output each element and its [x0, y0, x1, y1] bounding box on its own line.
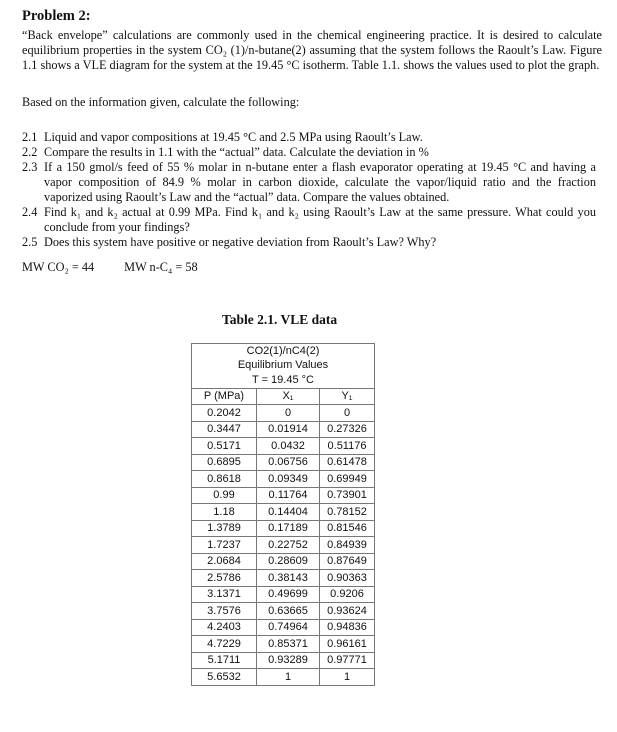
table-header-temperature: T = 19.45 °C: [192, 372, 375, 388]
question-item: [22, 160, 602, 205]
pressure-cell: 0.8618: [192, 471, 257, 488]
table-header-equilibrium: Equilibrium Values: [192, 358, 375, 372]
pressure-cell: 0.99: [192, 487, 257, 504]
pressure-cell: 0.2042: [192, 405, 257, 422]
molecular-weights: [22, 260, 602, 275]
question-number: 2.4: [22, 205, 38, 219]
y1-cell: 0.61478: [320, 454, 375, 471]
question-number: 2.2: [22, 145, 38, 159]
vle-table: [191, 343, 375, 686]
question-number: 2.1: [22, 130, 38, 144]
question-item: [22, 205, 602, 235]
y1-cell: 0.51176: [320, 438, 375, 455]
pressure-cell: 4.7229: [192, 636, 257, 653]
mw-co2: MW CO₂ = 44: [22, 260, 95, 274]
x1-cell: 0.93289: [257, 652, 320, 669]
question-list: [22, 130, 602, 250]
y1-cell: 0.9206: [320, 586, 375, 603]
table-row: [192, 619, 375, 636]
y1-cell: 0.69949: [320, 471, 375, 488]
y1-cell: 0.97771: [320, 652, 375, 669]
x1-cell: 0.63665: [257, 603, 320, 620]
table-row: [192, 454, 375, 471]
question-text: Liquid and vapor compositions at 19.45 °C and 2.5 MPa using Raoult’s Law.: [44, 130, 423, 144]
pressure-cell: 3.1371: [192, 586, 257, 603]
pressure-cell: 0.3447: [192, 421, 257, 438]
x1-cell: 0.14404: [257, 504, 320, 521]
y1-cell: 0: [320, 405, 375, 422]
x1-cell: 0.38143: [257, 570, 320, 587]
column-header-x1: X₁: [257, 388, 320, 405]
based-on-text: Based on the information given, calculate the following:: [22, 95, 300, 109]
table-row: [192, 636, 375, 653]
problem-intro: “Back envelope” calculations are commonly used in the chemical engineering practice. It is desired to calculate equilibrium properties in the system CO₂ (1)/n-butane(2) assuming that the system follows the Raoult’s Law. Figure 1.1 shows a VLE diagram for the system at the 19.45 °C isotherm. Table 1.1. shows the values used to plot the graph.: [22, 28, 602, 72]
question-text: Find k₁ and k₂ actual at 0.99 MPa. Find k₁ and k₂ using Raoult’s Law at the same pressure. What could you conclude from your findings?: [44, 205, 596, 234]
x1-cell: 0.01914: [257, 421, 320, 438]
problem-section: [22, 8, 602, 275]
question-text: Does this system have positive or negative deviation from Raoult’s Law? Why?: [44, 235, 437, 249]
x1-cell: 0.85371: [257, 636, 320, 653]
x1-cell: 1: [257, 669, 320, 686]
y1-cell: 0.81546: [320, 520, 375, 537]
pressure-cell: 0.5171: [192, 438, 257, 455]
question-number: 2.5: [22, 235, 38, 249]
x1-cell: 0.22752: [257, 537, 320, 554]
x1-cell: 0: [257, 405, 320, 422]
y1-cell: 0.27326: [320, 421, 375, 438]
table-row: [192, 520, 375, 537]
pressure-cell: 1.3789: [192, 520, 257, 537]
question-item: [22, 145, 602, 160]
table-row: [192, 504, 375, 521]
y1-cell: 0.93624: [320, 603, 375, 620]
pressure-cell: 2.5786: [192, 570, 257, 587]
table-row: [192, 669, 375, 686]
column-header-pressure: P (MPa): [192, 388, 257, 405]
table-row: [192, 586, 375, 603]
table-header-system: CO2(1)/nC4(2): [192, 344, 375, 359]
question-text: If a 150 gmol/s feed of 55 % molar in n-butane enter a flash evaporator operating at 19.45 °C and having a vapor composition of 84.9 % molar in carbon dioxide, calculate the vapor/liquid ratio and the fraction vaporized using Raoult’s Law and the “actual” data. Compare the values obtained.: [44, 160, 596, 204]
x1-cell: 0.09349: [257, 471, 320, 488]
table-caption: Table 2.1. VLE data: [222, 312, 338, 327]
x1-cell: 0.17189: [257, 520, 320, 537]
column-header-y1: Y₁: [320, 388, 375, 405]
mw-butane: MW n-C₄ = 58: [124, 260, 198, 274]
table-row: [192, 570, 375, 587]
table-row: [192, 421, 375, 438]
x1-cell: 0.49699: [257, 586, 320, 603]
y1-cell: 0.78152: [320, 504, 375, 521]
x1-cell: 0.11764: [257, 487, 320, 504]
table-row: [192, 438, 375, 455]
pressure-cell: 0.6895: [192, 454, 257, 471]
x1-cell: 0.74964: [257, 619, 320, 636]
y1-cell: 0.87649: [320, 553, 375, 570]
y1-cell: 1: [320, 669, 375, 686]
table-row: [192, 487, 375, 504]
question-item: [22, 235, 602, 250]
pressure-cell: 3.7576: [192, 603, 257, 620]
x1-cell: 0.0432: [257, 438, 320, 455]
pressure-cell: 5.1711: [192, 652, 257, 669]
pressure-cell: 1.18: [192, 504, 257, 521]
problem-title: Problem 2:: [22, 8, 91, 24]
y1-cell: 0.90363: [320, 570, 375, 587]
table-row: [192, 603, 375, 620]
question-item: [22, 130, 602, 145]
x1-cell: 0.06756: [257, 454, 320, 471]
pressure-cell: 4.2403: [192, 619, 257, 636]
table-row: [192, 471, 375, 488]
table-row: [192, 553, 375, 570]
pressure-cell: 5.6532: [192, 669, 257, 686]
pressure-cell: 2.0684: [192, 553, 257, 570]
y1-cell: 0.73901: [320, 487, 375, 504]
question-text: Compare the results in 1.1 with the “actual” data. Calculate the deviation in %: [44, 145, 429, 159]
y1-cell: 0.96161: [320, 636, 375, 653]
question-number: 2.3: [22, 160, 38, 174]
y1-cell: 0.94836: [320, 619, 375, 636]
table-row: [192, 537, 375, 554]
table-row: [192, 405, 375, 422]
x1-cell: 0.28609: [257, 553, 320, 570]
y1-cell: 0.84939: [320, 537, 375, 554]
pressure-cell: 1.7237: [192, 537, 257, 554]
table-row: [192, 652, 375, 669]
